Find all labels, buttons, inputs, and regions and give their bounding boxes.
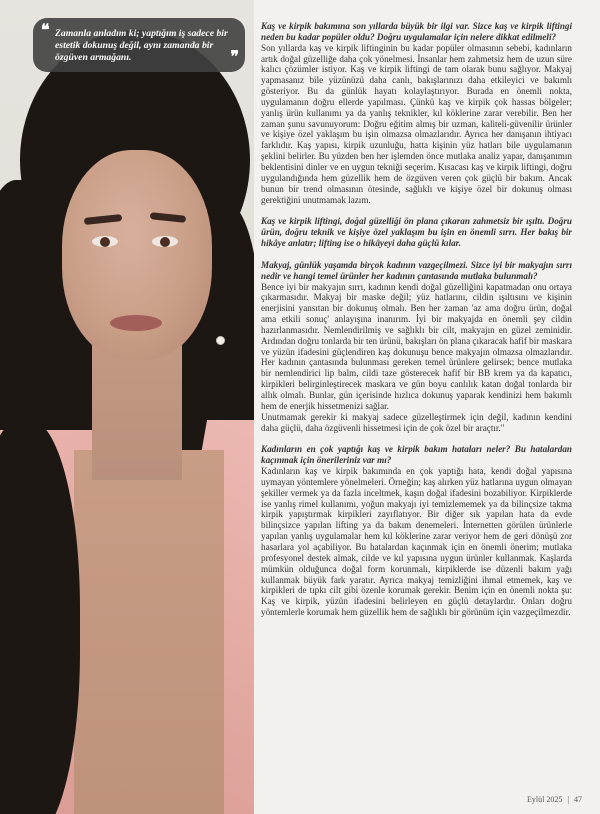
quote-close-icon: ❞ [230, 49, 239, 66]
article-body [261, 21, 572, 618]
pull-quote [33, 18, 245, 72]
question-3: Kadınların en çok yaptığı kaş ve kirpik bakım hataları neler? Bu hatalardan kaçınmak için önerileriniz var mı? [261, 444, 572, 466]
lips [110, 315, 162, 331]
question-1: Kaş ve kirpik bakımına son yıllarda büyük bir ilgi var. Sizce kaş ve kirpik liftingi neden bu kadar popüler oldu? Doğru uygulamalar için nelere dikkat edilmeli? [261, 21, 572, 42]
eye [152, 236, 178, 247]
page-footer: Eylül 2025 | 47 [527, 795, 582, 804]
page-number: 47 [574, 795, 582, 804]
issue-date: Eylül 2025 [527, 795, 563, 804]
answer-1: Son yıllarda kaş ve kirpik liftinginin bu kadar popüler olmasının sebebi, kadınların artık doğal güzelliğe daha çok yönelmesi. İnsanlar hem zahmetsiz hem de uzun süre kalıcı çözümler istiyor. Kaş ve kirpik liftingi de tam olarak bunu sağlıyor. Makyaj yapmasanız bile yüzünüzü daha canlı, bakışlarınızı daha etkileyici ve bakımlı gösteriyor. Bu da günlük hayatı kolaylaştırıyor. Burada en önemli nokta, uygulamanın doğru ellerde yapılması. Çünkü kaş ve kirpik çok hassas bölgeler; yanlış ürün kullanımı ya da yanlış teknikler, kıl köklerine zarar verebilir. Ben her zaman şunu savunuyorum: Doğru eğitim almış bir uzman, kaliteli-güvenilir ürünler ve kişiye özel yaklaşım bu işin olmazsa olmazlarıdır. Ayrıca her danışanın ihtiyacı farklıdır. Kaş yapısı, kirpik uzunluğu, hatta kişinin yüz hatları bile uygulamanın şeklini belirler. Bu yüzden ben her işlemden önce mutlaka analiz yapar, danışanımın beklentisini dinler ve en uygun tekniği seçerim. Kısacası kaş ve kirpik liftingi, doğru uygulandığında hem güzellik hem de özgüven veren çok güçlü bir bakım. Ancak bunun bir trend olmasının ötesinde, sağlıklı ve kişiye özel bir dokunuş olması gerektiğini unutmamak lazım. [261, 42, 572, 205]
eye [92, 236, 118, 247]
highlight-quote: Kaş ve kirpik liftingi, doğal güzelliği ön plana çıkaran zahmetsiz bir ışıltı. Doğru ürün, doğru teknik ve kişiye özel yaklaşım bu işin en önemli sırrı. Her bakış bir hikâye anlatır; lifting ise o hikâyeyi daha güçlü kılar. [261, 216, 572, 249]
earring [216, 336, 225, 345]
answer-2: Bence iyi bir makyajın sırrı, kadının kendi doğal güzelliğini kapatmadan onu ortaya çıkarmasıdır. Makyaj bir maske değil; yüz hatlarını, cildin ışıltısını ve kişinin enerjisini yansıtan bir dokunuş olmalı. Ben her zaman 'az ama doğru ürün, doğal ama etkili sonuç' anlayışına inanırım. İyi bir makyajda en önemli şey cildin hazırlanmasıdır. Nemlendirilmiş ve sağlıklı bir cilt, makyajın en güzel zeminidir. Ardından doğru tonlarda bir ten ürünü, bakışları ön plana çıkaracak hafif bir maskara ve yüzün ifadesini güçlendiren kaş dokunuşu bence makyajın olmazsa olmazlarıdır. Her kadının çantasında bulunması gereken temel ürünlere gelirsek; bence mutlaka bir nemlendirici lip balm, cildi taze gösterecek hafif bir BB krem ya da kapatıcı, kirpikleri belirginleştirecek maskara ve gün boyu canlılık katan doğal tonlarda bir allık olmalı. Bunlar, gün içerisinde hızlıca dokunuş yaparak kendinizi hem bakımlı hem de enerjik hissetmenizi sağlar. [261, 281, 572, 411]
quote-open-icon: ❝ [41, 22, 50, 39]
question-2: Makyaj, günlük yaşamda birçok kadının vazgeçilmezi. Sizce iyi bir makyajın sırrı nedir ve hangi temel ürünler her kadının çantasında mutlaka bulunmalı? [261, 259, 572, 281]
answer-3: Kadınların kaş ve kirpik bakımında en çok yaptığı hata, kendi doğal yapısına uymayan yöntemlere yönelmeleri. Örneğin; kaş alırken yüz hatlarına uygun olmayan şekiller vermek ya da fazla inceltmek, kaşın doğal ifadesini bozabiliyor. Kirpiklerde ise yanlış rimel kullanımı, yoğun makyajı iyi temizlememek ya da bilinçsize takma kirpik yapıştırmak kirpikleri zayıflatıyor. Bir diğer sık yapılan hata da evde bilinçsizce yapılan lifting ya da bakım denemeleri. İnternetten görülen ürünlerle yapılan yanlış uygulamalar hem kıl köklerine zarar veriyor hem de geri dönüşü zor hasarlara yol açabiliyor. Bu hatalardan kaçınmak için en önemli önerim; mutlaka profesyonel destek almak, cilde ve kıl yapısına uygun ürünler kullanmak. Kaşlarda mümkün olduğunca doğal form korunmalı, kirpiklerde ise düzenli bakım yağı kullanmak büyük fark yaratır. Ayrıca makyaj temizliğini ihmal etmemek, kaş ve kirpikleri de tıpkı cilt gibi özenle korumak gerekir. Benim için en önemli nokta şu: Kaş ve kirpik, yüzün ifadesini belirleyen en güçlü detaylardır. Onları doğru yöntemlerle korumak hem güzellik hem de sağlıklı bir görünüm için vazgeçilmezdir. [261, 466, 572, 618]
neckline [74, 450, 224, 814]
pull-quote-text: Zamanla anladım ki; yaptığım iş sadece bir estetik dokunuş değil, aynı zamanda bir özgüven armağanı. [55, 28, 228, 64]
portrait-photo [0, 0, 254, 814]
answer-2-closing: Unutmamak gerekir ki makyaj sadece güzelleştirmek için değil, kadının kendini daha güçlü, daha özgüvenli hissetmesi için de çok özel bir araçtır." [261, 411, 572, 433]
